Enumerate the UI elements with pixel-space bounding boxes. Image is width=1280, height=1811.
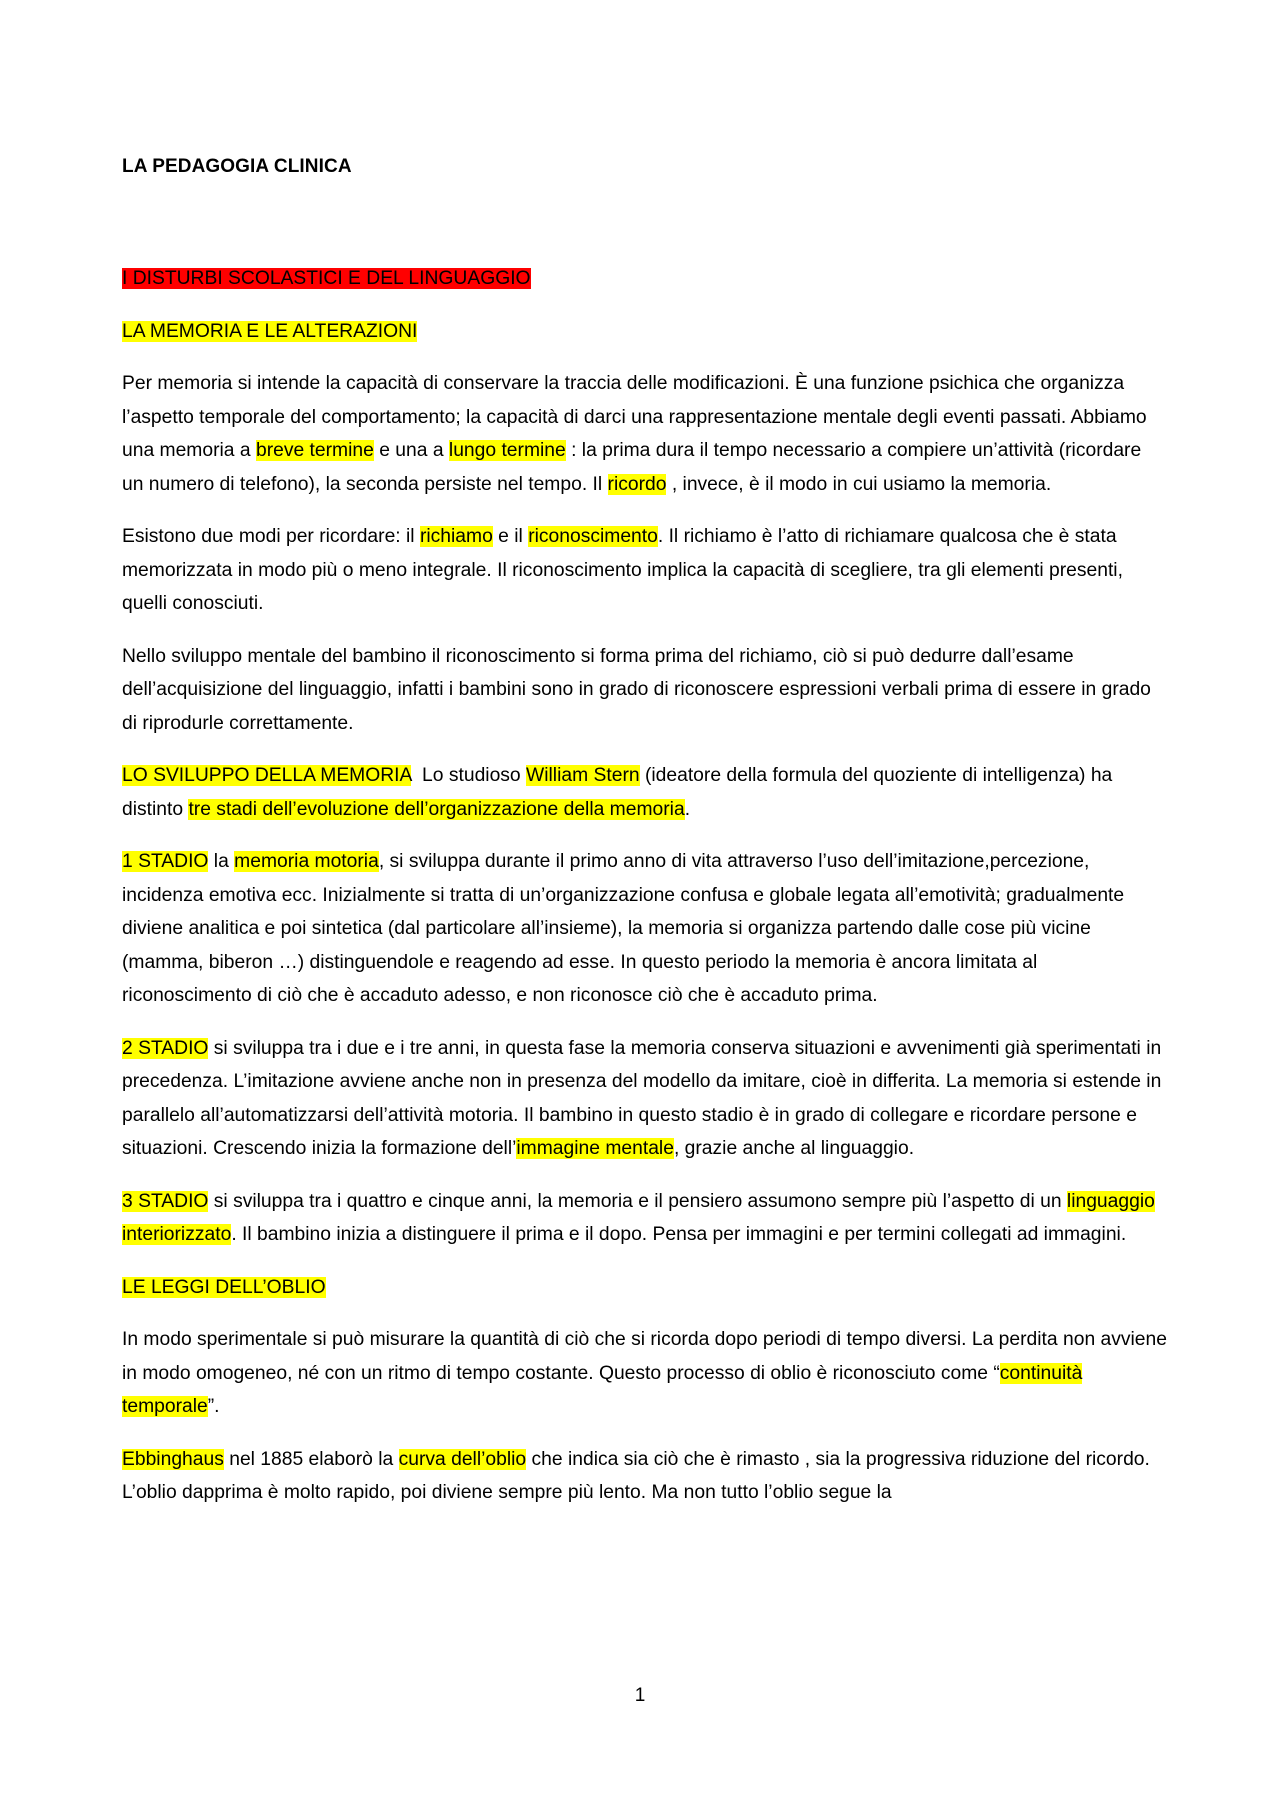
paragraph-recall-modes: Esistono due modi per ricordare: il richiamo e il riconoscimento. Il richiamo è l’atto di richiamare qualcosa che è stata memorizzata in modo più o meno integrale. Il riconoscimento implica la capacità di scegliere, tra gli elementi presenti, quelli conosciuti. [122,526,1123,614]
paragraph-ebbinghaus: Ebbinghaus nel 1885 elaborò la curva dell’oblio che indica sia ciò che è rimasto , sia la progressiva riduzione del ricordo. L’oblio dapprima è molto rapido, poi diviene sempre più lento. Ma non tutto l’oblio segue la [122,1448,1150,1503]
paragraph-memory-development: LO SVILUPPO DELLA MEMORIA Lo studioso William Stern (ideatore della formula del quoziente di intelligenza) ha distinto tre stadi dell’evoluzione dell’organizzazione della memoria. [122,765,1113,820]
highlight-william-stern: William Stern [526,765,640,786]
highlight-ricordo: ricordo [607,473,667,495]
highlight-tre-stadi: tre stadi dell’evoluzione dell’organizzazione della memoria [188,798,685,820]
document-body [122,262,1167,1529]
highlight-curva-oblio: curva dell’oblio [398,1448,527,1470]
highlight-immagine-mentale: immagine mentale [516,1138,674,1159]
highlight-lungo-termine: lungo termine [448,440,566,461]
paragraph-forgetting: In modo sperimentale si può misurare la quantità di ciò che si ricorda dopo periodi di tempo diversi. La perdita non avviene in modo omogeneo, né con un ritmo di tempo costante. Questo processo di oblio è riconosciuto come “continuità temporale”. [122,1329,1167,1417]
document-title: LA PEDAGOGIA CLINICA [122,156,352,177]
section-heading [122,262,1167,296]
subheading-oblio [122,1271,1167,1305]
highlight-stadio-1: 1 STADIO [122,851,209,872]
highlight-riconoscimento: riconoscimento [528,526,658,547]
subheading-oblio-text: LE LEGGI DELL’OBLIO [122,1276,326,1298]
paragraph-child-development: Nello sviluppo mentale del bambino il riconoscimento si forma prima del richiamo, ciò si può dedurre dall’esame dell’acquisizione del linguaggio, infatti i bambini sono in grado di riconoscere espressioni verbali prima di essere in grado di riprodurle correttamente. [122,645,1151,734]
highlight-continuita-temporale: continuità temporale [122,1362,1083,1417]
highlight-linguaggio-interiorizzato: linguaggio interiorizzato [122,1190,1155,1245]
highlight-stadio-3: 3 STADIO [122,1190,209,1212]
highlight-stadio-2: 2 STADIO [122,1037,209,1059]
subheading-memory-text: LA MEMORIA E LE ALTERAZIONI [122,320,418,342]
paragraph-stage-2: 2 STADIO si sviluppa tra i due e i tre anni, in questa fase la memoria conserva situazioni e avvenimenti già sperimentati in precedenza. L’imitazione avviene anche non in presenza del modello da imitare, cioè in differita. La memoria si estende in parallelo all’automatizzarsi dell’attività motoria. Il bambino in questo stadio è in grado di collegare e ricordare persone e situazioni. Crescendo inizia la formazione dell’immagine mentale, grazie anche al linguaggio. [122,1037,1162,1159]
highlight-memoria-motoria: memoria motoria [234,851,379,872]
highlight-breve-termine: breve termine [255,440,374,461]
page-number: 1 [634,1685,646,1706]
highlight-sviluppo-memoria: LO SVILUPPO DELLA MEMORIA [122,765,412,786]
section-heading-text: I DISTURBI SCOLASTICI E DEL LINGUAGGIO [122,268,531,289]
highlight-ebbinghaus: Ebbinghaus [122,1448,224,1470]
subheading-memory [122,315,1167,349]
paragraph-memory-definition: Per memoria si intende la capacità di conservare la traccia delle modificazioni. È una funzione psichica che organizza l’aspetto temporale del comportamento; la capacità di darci una rappresentazione mentale degli eventi passati. Abbiamo una memoria a breve termine e una a lungo termine : la prima dura il tempo necessario a compiere un’attività (ricordare un numero di telefono), la seconda persiste nel tempo. Il ricordo , invece, è il modo in cui usiamo la memoria. [122,373,1147,495]
paragraph-stage-1: 1 STADIO la memoria motoria, si sviluppa durante il primo anno di vita attraverso l’uso dell’imitazione,percezione, incidenza emotiva ecc. Inizialmente si tratta di un’organizzazione confusa e globale legata all’emotività; gradualmente diviene analitica e poi sintetica (dal particolare all’insieme), la memoria si organizza partendo dalle cose più vicine (mamma, biberon …) distinguendole e reagendo ad esse. In questo periodo la memoria è ancora limitata al riconoscimento di ciò che è accaduto adesso, e non riconosce ciò che è accaduto prima. [122,851,1125,1006]
highlight-richiamo: richiamo [419,526,493,547]
paragraph-stage-3: 3 STADIO si sviluppa tra i quattro e cinque anni, la memoria e il pensiero assumono sempre più l’aspetto di un linguaggio interiorizzato. Il bambino inizia a distinguere il prima e il dopo. Pensa per immagini e per termini collegati ad immagini. [122,1190,1155,1245]
